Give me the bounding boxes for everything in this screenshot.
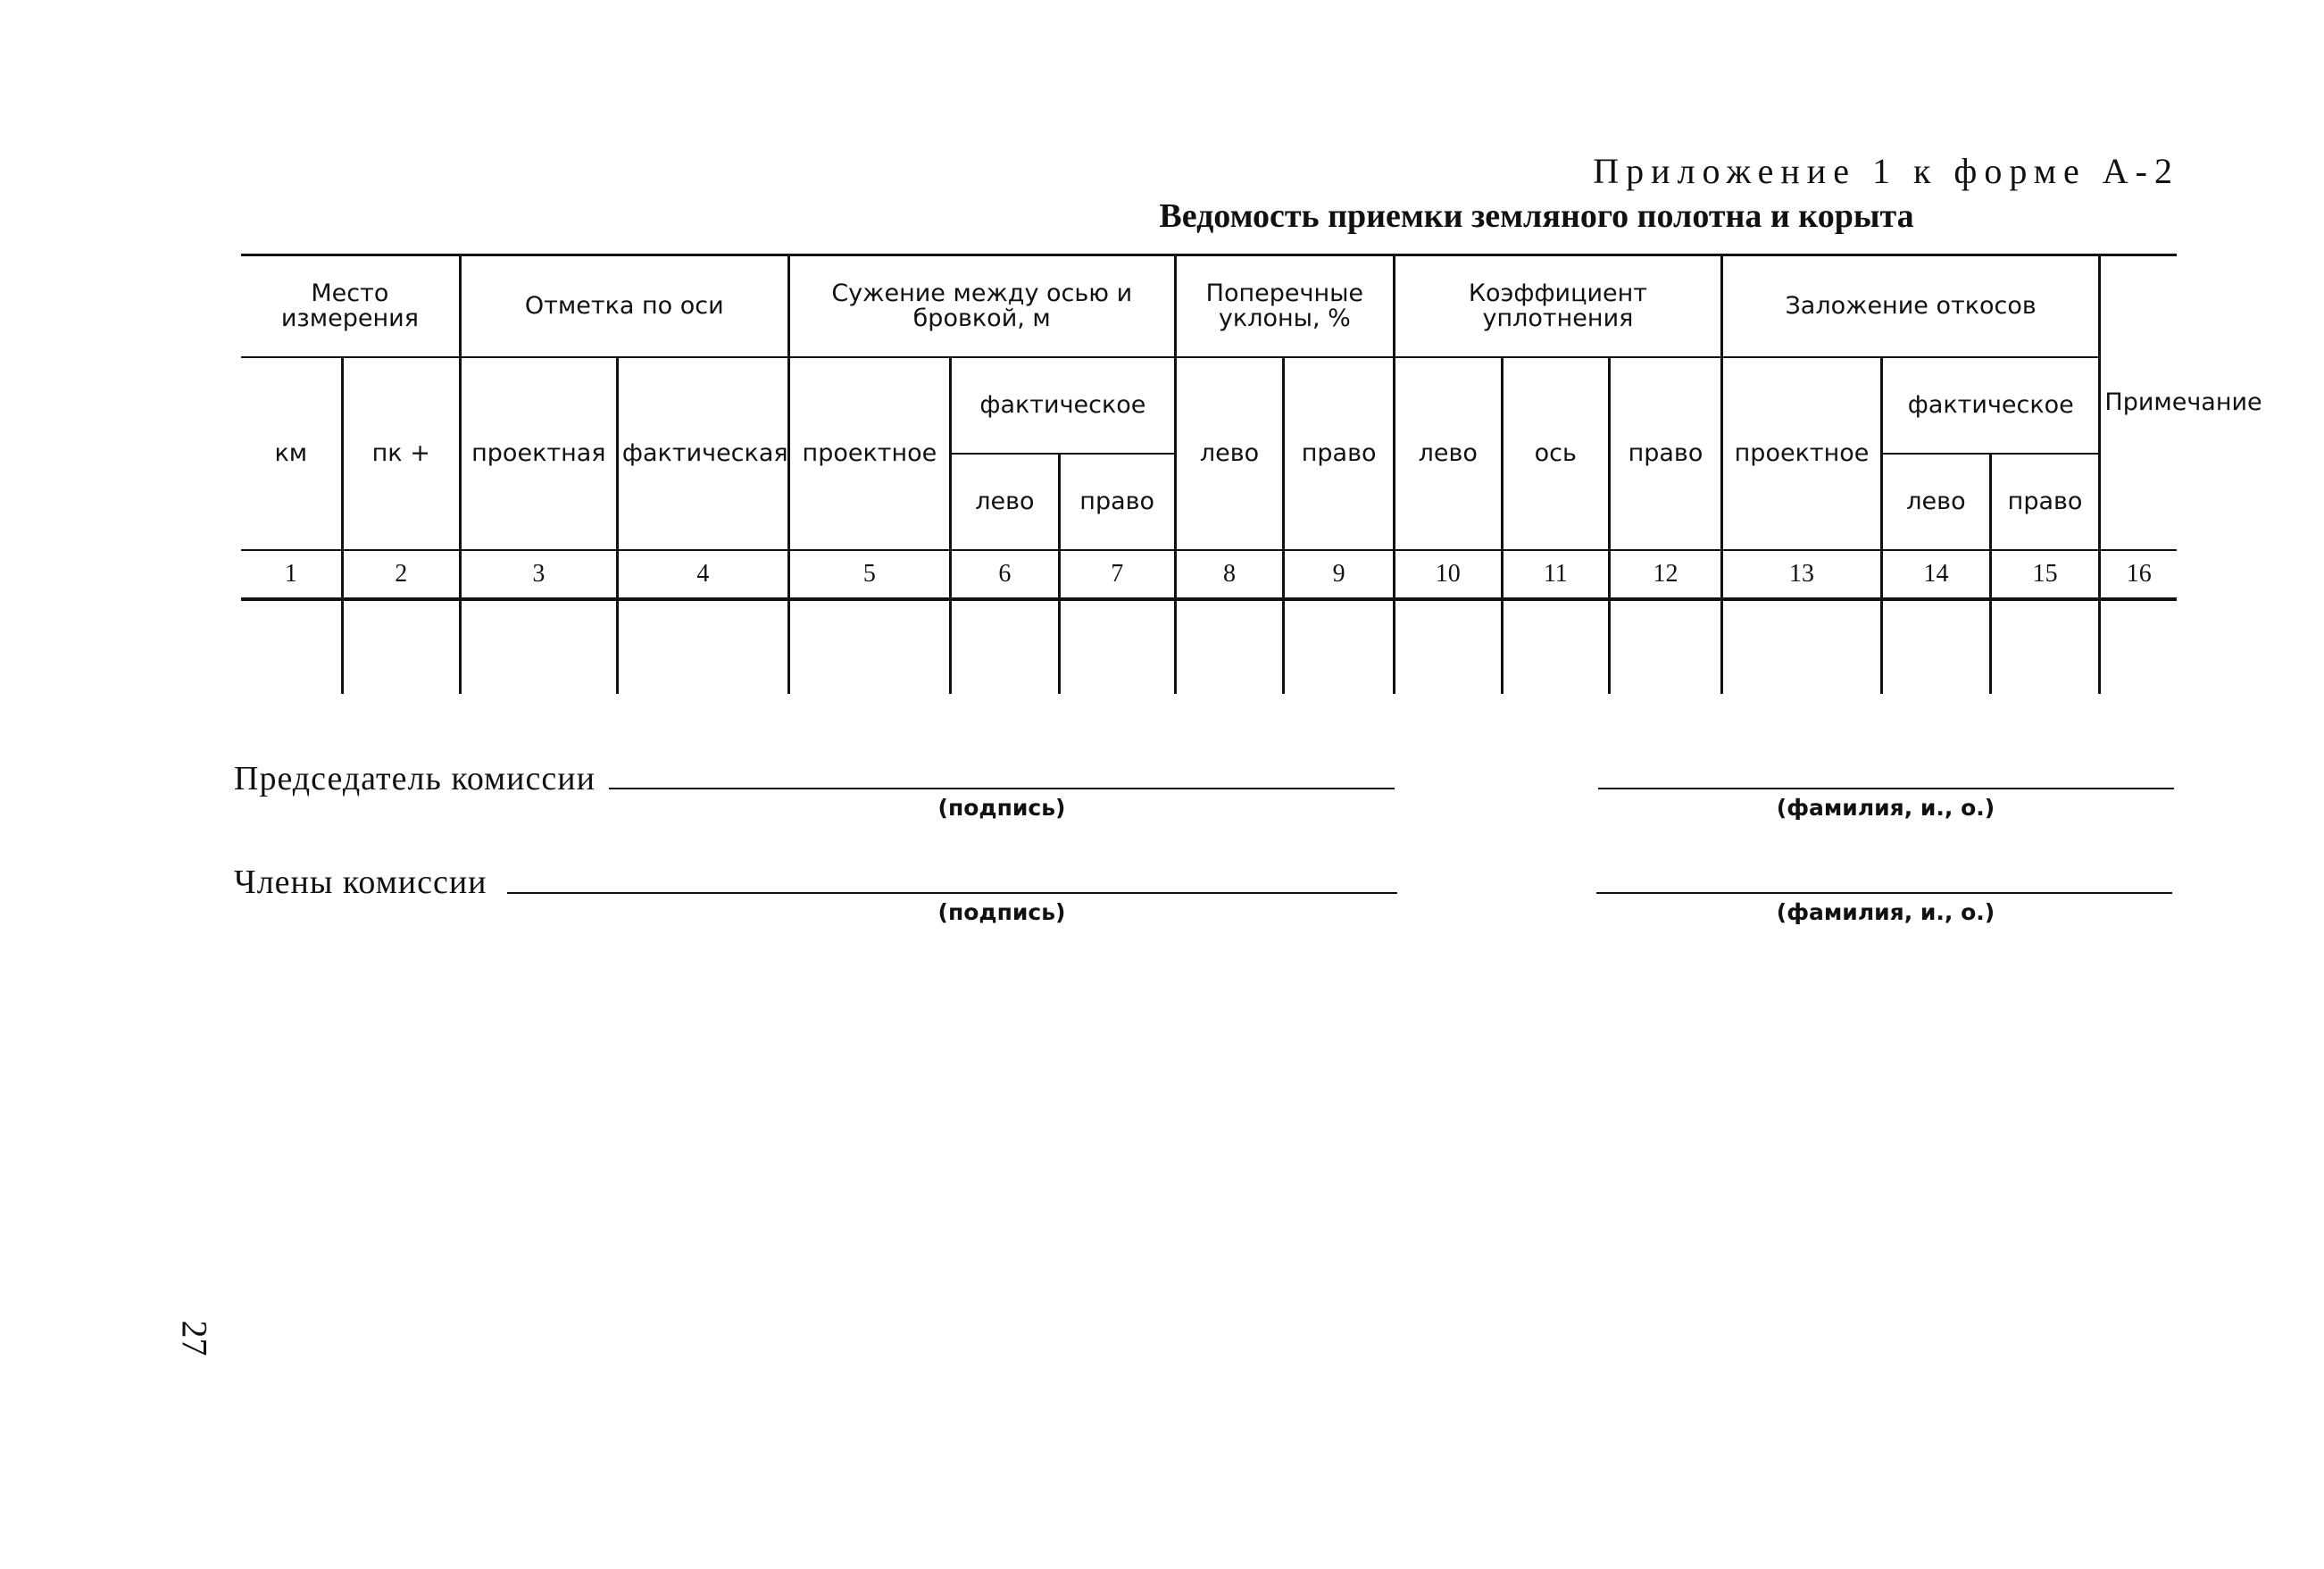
- subheader-km: км: [274, 438, 308, 467]
- table-cell: [1610, 599, 1722, 694]
- members-signature-line: [507, 892, 1397, 894]
- table-row: [241, 599, 2177, 694]
- header-axis-mark: Отметка по оси: [460, 255, 788, 358]
- column-number: 15: [1990, 550, 2100, 599]
- header-narrowing: Сужение между осью и бровкой, м: [788, 255, 1175, 358]
- table-cell: [1721, 599, 1881, 694]
- column-number: 16: [2100, 550, 2177, 599]
- table-cell: [1882, 599, 1991, 694]
- acceptance-table: [241, 254, 2262, 694]
- table-cell: [1059, 599, 1175, 694]
- table-cell: [342, 599, 460, 694]
- table-cell: [2100, 599, 2177, 694]
- subheader-slope-left: лево: [1175, 357, 1284, 550]
- subheader-narrowing-actual-left: лево: [951, 454, 1060, 550]
- members-label: Члены комиссии: [234, 864, 487, 901]
- column-number: 10: [1394, 550, 1502, 599]
- subheader-embankment-actual-left: лево: [1882, 454, 1991, 550]
- table-cell: [1394, 599, 1502, 694]
- chairman-name-caption: (фамилия, и., о.): [1776, 795, 1995, 821]
- table-cell: [1502, 599, 1610, 694]
- column-number: 13: [1721, 550, 1881, 599]
- subheader-embankment-actual: фактическое: [1882, 357, 2100, 454]
- subheader-compaction-right: право: [1610, 357, 1722, 550]
- table-cell: [241, 599, 342, 694]
- chairman-name-line: [1598, 788, 2174, 789]
- subheader-embankment-actual-right: право: [1990, 454, 2100, 550]
- table-cell: [951, 599, 1060, 694]
- table-cell: [460, 599, 617, 694]
- chairman-signature-caption: (подпись): [937, 795, 1066, 821]
- table-cell: [1175, 599, 1284, 694]
- chairman-label: Председатель комиссии: [234, 760, 596, 797]
- header-embankment: Заложение откосов: [1721, 255, 2099, 358]
- chairman-signature-line: [609, 788, 1395, 789]
- subheader-embankment-design: проектное: [1721, 357, 1881, 550]
- column-number: 11: [1502, 550, 1610, 599]
- members-name-line: [1596, 892, 2172, 894]
- header-slopes: Поперечные уклоны, %: [1175, 255, 1394, 358]
- header-place: Место измерения: [241, 255, 460, 358]
- document-title: Ведомость приемки земляного полотна и корыта: [1159, 197, 1914, 235]
- subheader-axis-actual: фактическая: [617, 357, 788, 550]
- subheader-narrowing-actual-right: право: [1059, 454, 1175, 550]
- header-compaction: Коэффициент уплотнения: [1394, 255, 1721, 358]
- subheader-compaction-left: лево: [1394, 357, 1502, 550]
- members-name-caption: (фамилия, и., о.): [1776, 899, 1995, 925]
- page-number: 27: [174, 1320, 215, 1356]
- column-number: 5: [788, 550, 950, 599]
- column-number: 14: [1882, 550, 1991, 599]
- column-number: 3: [460, 550, 617, 599]
- appendix-label: Приложение 1 к форме А-2: [1593, 151, 2179, 191]
- column-number: 1: [241, 550, 342, 599]
- header-note: Примечание: [2100, 255, 2177, 551]
- subheader-narrowing-design: проектное: [788, 357, 950, 550]
- subheader-compaction-axis: ось: [1502, 357, 1610, 550]
- table-cell: [788, 599, 950, 694]
- table-cell: [617, 599, 788, 694]
- column-number: 6: [951, 550, 1060, 599]
- members-signature-caption: (подпись): [937, 899, 1066, 925]
- column-number-row: [241, 550, 2177, 599]
- subheader-slope-right: право: [1284, 357, 1395, 550]
- column-number: 9: [1284, 550, 1395, 599]
- subheader-pk: пк +: [342, 357, 460, 550]
- table-cell: [1990, 599, 2100, 694]
- subheader-narrowing-actual: фактическое: [951, 357, 1176, 454]
- column-number: 12: [1610, 550, 1722, 599]
- table-cell: [1284, 599, 1395, 694]
- column-number: 4: [617, 550, 788, 599]
- column-number: 7: [1059, 550, 1175, 599]
- subheader-axis-design: проектная: [460, 357, 617, 550]
- column-number: 2: [342, 550, 460, 599]
- acceptance-table-container: [241, 254, 2262, 694]
- column-number: 8: [1175, 550, 1284, 599]
